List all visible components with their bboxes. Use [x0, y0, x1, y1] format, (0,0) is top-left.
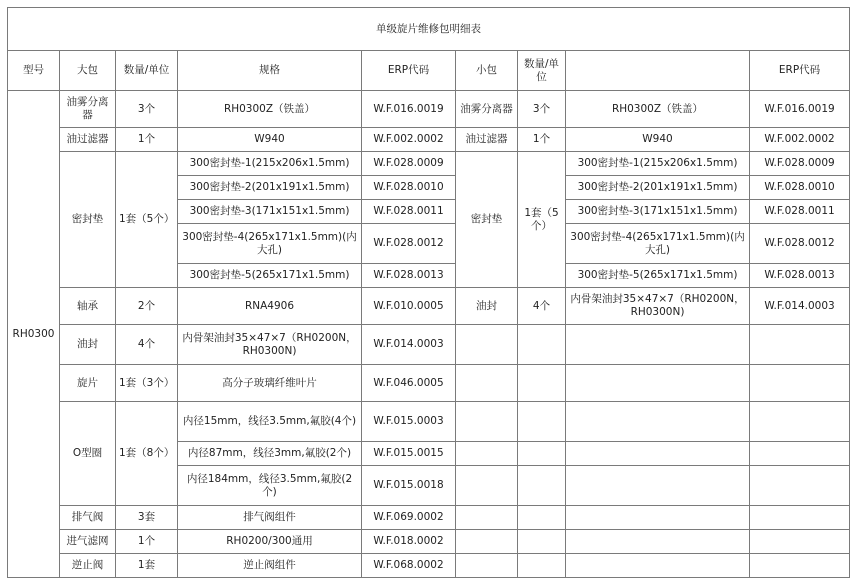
big-item-name: 逆止阀	[60, 554, 116, 578]
big-item-erp: W.F.010.0005	[362, 288, 456, 325]
big-item-erp: W.F.016.0019	[362, 91, 456, 128]
empty-cell	[456, 325, 518, 365]
header-spec: 规格	[178, 51, 362, 91]
big-item-qty: 1套（5个）	[116, 152, 178, 288]
big-item-erp: W.F.068.0002	[362, 554, 456, 578]
header-qty-unit-small: 数量/单位	[518, 51, 566, 91]
big-item-erp: W.F.028.0013	[362, 264, 456, 288]
big-item-erp: W.F.014.0003	[362, 325, 456, 365]
empty-cell	[566, 365, 750, 402]
big-item-spec: 内径184mm，线径3.5mm,氟胶(2个)	[178, 466, 362, 506]
empty-cell	[750, 530, 850, 554]
header-erp: ERP代码	[362, 51, 456, 91]
empty-cell	[566, 530, 750, 554]
empty-cell	[750, 506, 850, 530]
big-item-name: O型圈	[60, 402, 116, 506]
small-item-spec: 300密封垫-4(265x171x1.5mm)(内大孔)	[566, 224, 750, 264]
big-item-name: 进气滤网	[60, 530, 116, 554]
small-item-name: 密封垫	[456, 152, 518, 288]
big-item-erp: W.F.069.0002	[362, 506, 456, 530]
header-spec-small	[566, 51, 750, 91]
empty-cell	[518, 402, 566, 442]
big-item-erp: W.F.028.0012	[362, 224, 456, 264]
empty-cell	[566, 466, 750, 506]
big-item-qty: 3套	[116, 506, 178, 530]
big-item-qty: 4个	[116, 325, 178, 365]
small-item-spec: 300密封垫-2(201x191x1.5mm)	[566, 176, 750, 200]
big-item-qty: 3个	[116, 91, 178, 128]
big-item-name: 密封垫	[60, 152, 116, 288]
empty-cell	[750, 365, 850, 402]
big-item-erp: W.F.046.0005	[362, 365, 456, 402]
big-item-qty: 1套	[116, 554, 178, 578]
header-erp-small: ERP代码	[750, 51, 850, 91]
big-item-erp: W.F.015.0003	[362, 402, 456, 442]
small-item-erp: W.F.028.0012	[750, 224, 850, 264]
big-item-name: 油雾分离器	[60, 91, 116, 128]
big-item-erp: W.F.028.0011	[362, 200, 456, 224]
empty-cell	[456, 506, 518, 530]
small-item-erp: W.F.028.0013	[750, 264, 850, 288]
empty-cell	[518, 325, 566, 365]
empty-cell	[750, 554, 850, 578]
small-item-erp: W.F.014.0003	[750, 288, 850, 325]
big-item-spec: 内径87mm，线径3mm,氟胶(2个)	[178, 442, 362, 466]
small-item-name: 油雾分离器	[456, 91, 518, 128]
big-item-spec: 高分子玻璃纤维叶片	[178, 365, 362, 402]
empty-cell	[566, 402, 750, 442]
empty-cell	[456, 466, 518, 506]
big-item-erp: W.F.028.0010	[362, 176, 456, 200]
header-small-pack: 小包	[456, 51, 518, 91]
big-item-spec: 300密封垫-2(201x191x1.5mm)	[178, 176, 362, 200]
small-item-spec: W940	[566, 128, 750, 152]
big-item-spec: 逆止阀组件	[178, 554, 362, 578]
big-item-spec: 300密封垫-4(265x171x1.5mm)(内大孔)	[178, 224, 362, 264]
big-item-qty: 1套（8个）	[116, 402, 178, 506]
small-item-spec: 300密封垫-3(171x151x1.5mm)	[566, 200, 750, 224]
big-item-name: 油封	[60, 325, 116, 365]
big-item-spec: RH0200/300通用	[178, 530, 362, 554]
small-item-erp: W.F.028.0011	[750, 200, 850, 224]
big-item-spec: 排气阀组件	[178, 506, 362, 530]
small-item-qty: 1个	[518, 128, 566, 152]
big-item-name: 排气阀	[60, 506, 116, 530]
empty-cell	[456, 554, 518, 578]
empty-cell	[518, 442, 566, 466]
empty-cell	[750, 402, 850, 442]
big-item-erp: W.F.015.0015	[362, 442, 456, 466]
empty-cell	[456, 365, 518, 402]
big-item-erp: W.F.002.0002	[362, 128, 456, 152]
empty-cell	[750, 466, 850, 506]
header-model: 型号	[8, 51, 60, 91]
empty-cell	[518, 554, 566, 578]
big-item-spec: 内骨架油封35×47×7（RH0200N，RH0300N)	[178, 325, 362, 365]
small-item-erp: W.F.002.0002	[750, 128, 850, 152]
header-qty-unit: 数量/单位	[116, 51, 178, 91]
big-item-erp: W.F.028.0009	[362, 152, 456, 176]
small-item-erp: W.F.016.0019	[750, 91, 850, 128]
parts-table	[7, 7, 850, 578]
big-item-qty: 1个	[116, 128, 178, 152]
empty-cell	[518, 506, 566, 530]
big-item-spec: W940	[178, 128, 362, 152]
big-item-name: 轴承	[60, 288, 116, 325]
small-item-qty: 1套（5个）	[518, 152, 566, 288]
empty-cell	[518, 466, 566, 506]
small-item-name: 油过滤器	[456, 128, 518, 152]
empty-cell	[456, 530, 518, 554]
small-item-qty: 3个	[518, 91, 566, 128]
model-cell: RH0300	[8, 91, 60, 578]
small-item-spec: 300密封垫-5(265x171x1.5mm)	[566, 264, 750, 288]
empty-cell	[566, 442, 750, 466]
big-item-spec: 内径15mm，线径3.5mm,氟胶(4个)	[178, 402, 362, 442]
empty-cell	[566, 325, 750, 365]
header-big-pack: 大包	[60, 51, 116, 91]
empty-cell	[566, 554, 750, 578]
empty-cell	[456, 442, 518, 466]
big-item-spec: 300密封垫-1(215x206x1.5mm)	[178, 152, 362, 176]
empty-cell	[750, 442, 850, 466]
empty-cell	[518, 530, 566, 554]
big-item-spec: RH0300Z（铁盖）	[178, 91, 362, 128]
big-item-spec: 300密封垫-3(171x151x1.5mm)	[178, 200, 362, 224]
table-title: 单级旋片维修包明细表	[8, 8, 850, 51]
empty-cell	[518, 365, 566, 402]
big-item-spec: RNA4906	[178, 288, 362, 325]
empty-cell	[750, 325, 850, 365]
small-item-qty: 4个	[518, 288, 566, 325]
small-item-spec: 内骨架油封35×47×7（RH0200N，RH0300N)	[566, 288, 750, 325]
small-item-spec: 300密封垫-1(215x206x1.5mm)	[566, 152, 750, 176]
big-item-name: 油过滤器	[60, 128, 116, 152]
big-item-qty: 1个	[116, 530, 178, 554]
small-item-name: 油封	[456, 288, 518, 325]
empty-cell	[456, 402, 518, 442]
big-item-qty: 2个	[116, 288, 178, 325]
empty-cell	[566, 506, 750, 530]
small-item-erp: W.F.028.0010	[750, 176, 850, 200]
big-item-erp: W.F.015.0018	[362, 466, 456, 506]
big-item-qty: 1套（3个）	[116, 365, 178, 402]
big-item-spec: 300密封垫-5(265x171x1.5mm)	[178, 264, 362, 288]
big-item-erp: W.F.018.0002	[362, 530, 456, 554]
small-item-spec: RH0300Z（铁盖）	[566, 91, 750, 128]
big-item-name: 旋片	[60, 365, 116, 402]
small-item-erp: W.F.028.0009	[750, 152, 850, 176]
